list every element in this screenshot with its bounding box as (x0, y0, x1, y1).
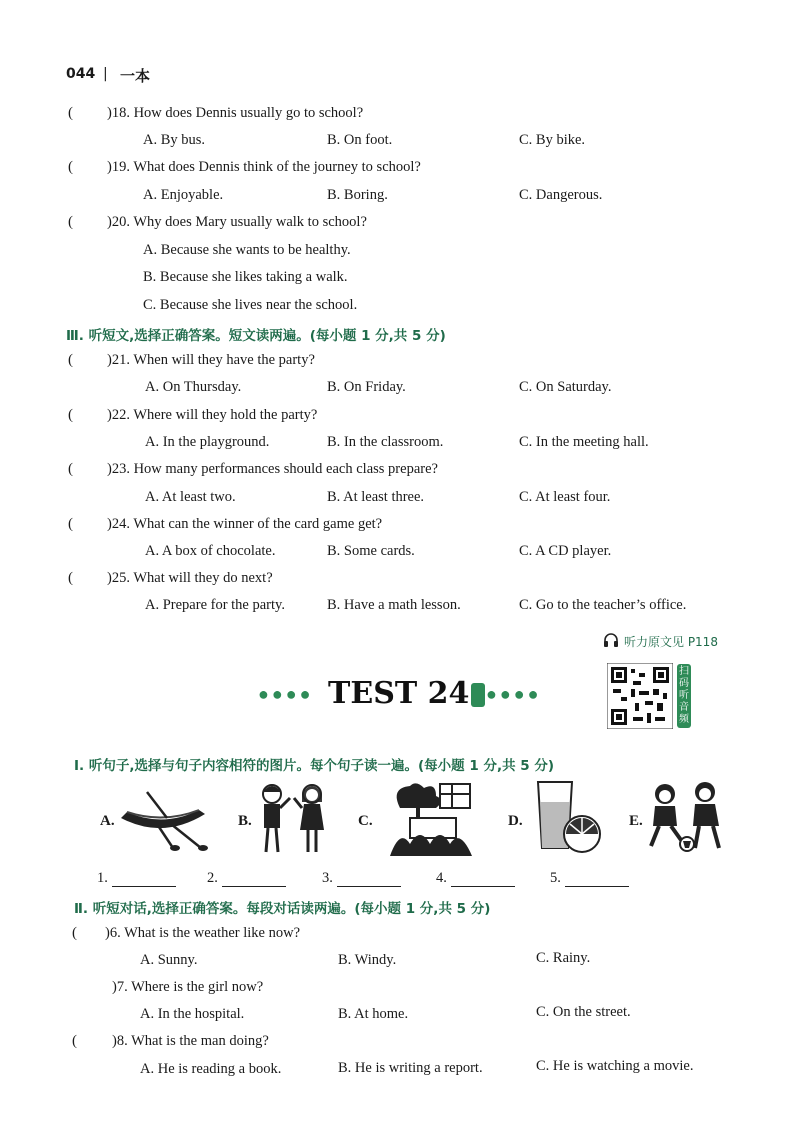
answer-paren: ( (68, 516, 73, 532)
garden-house-image (380, 778, 480, 863)
q19-option-c: C. Dangerous. (519, 187, 603, 203)
q24-option-a: A. A box of chocolate. (145, 543, 276, 559)
two-children-image (254, 780, 334, 861)
q7-option-b: B. At home. (338, 1006, 409, 1022)
qr-code[interactable] (607, 663, 673, 729)
answer-line[interactable] (565, 872, 629, 887)
question-25: )25. What will they do next? (107, 570, 273, 586)
q25-option-c: C. Go to the teacher’s office. (519, 597, 687, 613)
q8-option-c: C. He is watching a movie. (536, 1058, 694, 1074)
q24-option-b: B. Some cards. (327, 543, 415, 559)
question-8: )8. What is the man doing? (112, 1033, 269, 1049)
answer-line[interactable] (222, 872, 286, 887)
q25-option-a: A. Prepare for the party. (145, 597, 285, 613)
question-20: )20. Why does Mary usually walk to school? (107, 214, 367, 230)
blank-3[interactable] (322, 870, 401, 887)
header-separator: | (103, 66, 108, 82)
blank-4[interactable] (436, 870, 515, 887)
question-21: )21. When will they have the party? (107, 352, 315, 368)
answer-paren: ( (68, 570, 73, 586)
q8-option-a: A. He is reading a book. (140, 1061, 282, 1077)
blank-2[interactable] (207, 870, 286, 887)
q6-option-a: A. Sunny. (140, 952, 198, 968)
blank-4-label: 4. (436, 870, 447, 886)
answer-line[interactable] (451, 872, 515, 887)
picture-label-c: C. (358, 813, 373, 829)
picture-label-a: A. (100, 813, 115, 829)
answer-paren: ( (68, 352, 73, 368)
page-number: 044 (66, 66, 96, 82)
section-1-title: Ⅰ. 听句子,选择与句子内容相符的图片。每个句子读一遍。(每小题 1 分,共 5 分) (74, 758, 555, 774)
rowboat-image (117, 788, 209, 857)
q23-option-c: C. At least four. (519, 489, 611, 505)
answer-line[interactable] (337, 872, 401, 887)
blank-3-label: 3. (322, 870, 333, 886)
answer-paren: ( (68, 214, 73, 230)
q7-option-c: C. On the street. (536, 1004, 631, 1020)
headphones-icon (603, 632, 619, 653)
decor-dots-right: ●●●● (486, 684, 542, 704)
q23-option-b: B. At least three. (327, 489, 425, 505)
q6-option-c: C. Rainy. (536, 950, 591, 966)
q22-option-c: C. In the meeting hall. (519, 434, 649, 450)
q18-option-b: B. On foot. (327, 132, 393, 148)
decor-dots-left: ●●●● (258, 684, 314, 704)
children-playing-football-image (645, 780, 729, 861)
answer-line[interactable] (112, 872, 176, 887)
section-3-title: Ⅲ. 听短文,选择正确答案。短文读两遍。(每小题 1 分,共 5 分) (66, 328, 446, 344)
answer-paren: ( (68, 461, 73, 477)
blank-1[interactable] (97, 870, 176, 887)
q21-option-b: B. On Friday. (327, 379, 406, 395)
q20-option-c: C. Because she lives near the school. (143, 297, 358, 313)
blank-5[interactable] (550, 870, 629, 887)
blank-5-label: 5. (550, 870, 561, 886)
q18-option-c: C. By bike. (519, 132, 586, 148)
answer-paren: ( (68, 407, 73, 423)
q22-option-a: A. In the playground. (145, 434, 270, 450)
q22-option-b: B. In the classroom. (327, 434, 444, 450)
q25-option-b: B. Have a math lesson. (327, 597, 461, 613)
picture-label-d: D. (508, 813, 523, 829)
answer-paren: ( (72, 1033, 77, 1049)
test-title (328, 676, 485, 711)
answer-paren: ( (72, 925, 77, 941)
q6-option-b: B. Windy. (338, 952, 397, 968)
q23-option-a: A. At least two. (145, 489, 236, 505)
blank-1-label: 1. (97, 870, 108, 886)
answer-paren: ( (68, 159, 73, 175)
juice-and-orange-image (532, 778, 606, 859)
listening-reference: 听力原文见 P118 (624, 635, 718, 649)
blank-2-label: 2. (207, 870, 218, 886)
q19-option-b: B. Boring. (327, 187, 388, 203)
question-22: )22. Where will they hold the party? (107, 407, 318, 423)
q21-option-c: C. On Saturday. (519, 379, 612, 395)
q7-option-a: A. In the hospital. (140, 1006, 245, 1022)
q20-option-a: A. Because she wants to be healthy. (143, 242, 351, 258)
question-7: )7. Where is the girl now? (112, 979, 264, 995)
question-6: )6. What is the weather like now? (105, 925, 301, 941)
question-18: )18. How does Dennis usually go to school? (107, 105, 364, 121)
answer-paren: ( (68, 105, 73, 121)
q20-option-b: B. Because she likes taking a walk. (143, 269, 348, 285)
book-name: 一本 (120, 67, 151, 85)
test-title-text: TEST 24 (328, 676, 470, 711)
q8-option-b: B. He is writing a report. (338, 1060, 483, 1076)
q19-option-a: A. Enjoyable. (143, 187, 224, 203)
question-24: )24. What can the winner of the card game get? (107, 516, 383, 532)
picture-label-e: E. (629, 813, 643, 829)
q18-option-a: A. By bus. (143, 132, 206, 148)
picture-label-b: B. (238, 813, 252, 829)
test-badge (471, 683, 485, 707)
question-23: )23. How many performances should each class prepare? (107, 461, 438, 477)
section-2-title: Ⅱ. 听短对话,选择正确答案。每段对话读两遍。(每小题 1 分,共 5 分) (74, 901, 491, 917)
question-19: )19. What does Dennis think of the journey to school? (107, 159, 421, 175)
qr-caption: 扫码听音频 (677, 664, 691, 728)
q24-option-c: C. A CD player. (519, 543, 612, 559)
q21-option-a: A. On Thursday. (145, 379, 242, 395)
